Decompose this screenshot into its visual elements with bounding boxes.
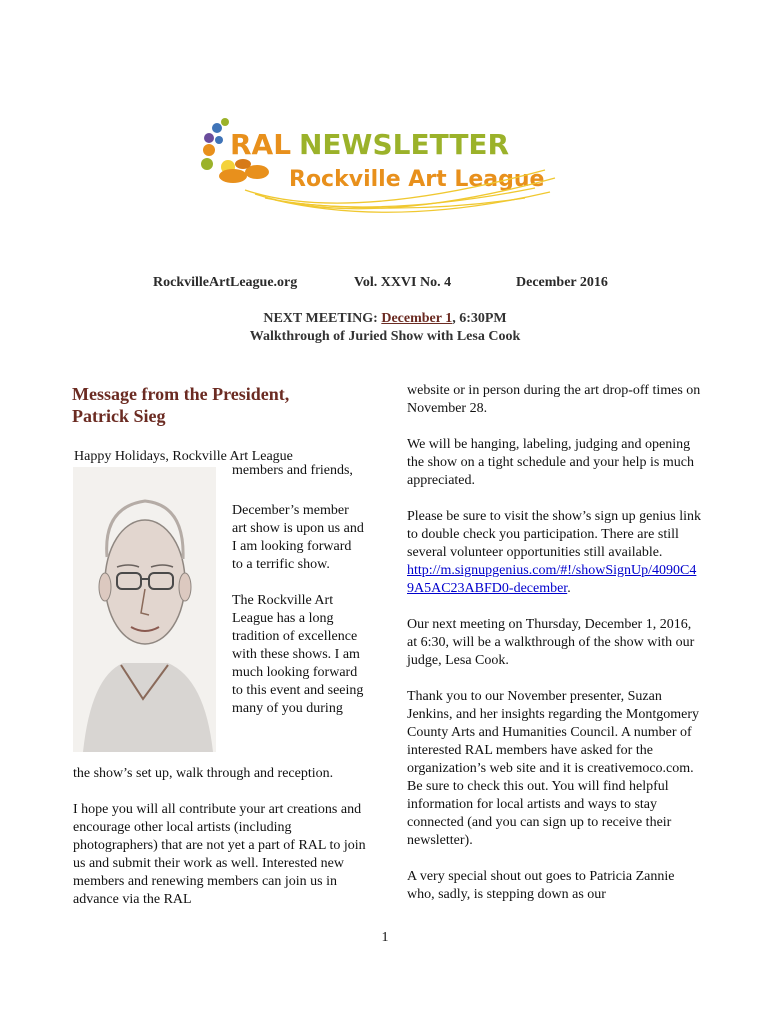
issue-date-label: December 2016 bbox=[516, 275, 608, 290]
signup-text: Please be sure to visit the show’s sign up genius link to double check you participation. There are still several volunteer opportunities still available. bbox=[407, 509, 701, 560]
ral-newsletter-logo bbox=[195, 112, 565, 232]
president-heading-line1: Message from the President, bbox=[72, 384, 290, 404]
right-paragraph-5: Thank you to our November presenter, Suzan Jenkins, and her insights regarding the Montgomery County Arts and Humanities Council. A number of interested RAL members have asked for the organization’s web site and it is creativemoco.com. Be sure to check this out. You will find helpful information for local artists and ways to stay connected (and you can sign up to receive their newsletter). bbox=[407, 689, 700, 848]
next-meeting-line bbox=[0, 311, 770, 327]
president-heading bbox=[72, 383, 372, 427]
signup-link-period: . bbox=[567, 581, 571, 596]
right-paragraph-1: website or in person during the art drop-off times on November 28. bbox=[407, 383, 701, 416]
president-heading-line2: Patrick Sieg bbox=[72, 406, 166, 426]
greeting-continued: members and friends, bbox=[232, 463, 353, 478]
right-paragraph-4: Our next meeting on Thursday, December 1, 2016, at 6:30, will be a walkthrough of the show with our judge, Lesa Cook. bbox=[407, 617, 695, 668]
right-paragraph-2: We will be hanging, labeling, judging and opening the show on a tight schedule and your help is much appreciated. bbox=[407, 437, 694, 488]
greeting: Happy Holidays, Rockville Art League bbox=[74, 449, 293, 464]
right-paragraph-3 bbox=[407, 508, 702, 562]
president-paragraph-1: December’s member art show is upon us and I am looking forward to a terrific show. bbox=[232, 503, 364, 572]
president-paragraph-2: The Rockville Art League has a long tradition of excellence with these shows. I am much looking forward to this event and seeing many of you during bbox=[232, 593, 364, 716]
signup-link-paragraph bbox=[407, 562, 702, 598]
logo-subtitle-text: Rockville Art League bbox=[289, 167, 545, 192]
president-message-continued bbox=[73, 765, 368, 927]
president-portrait-sketch bbox=[73, 467, 216, 752]
page-number: 1 bbox=[381, 930, 389, 945]
logo-ral-text: RAL bbox=[230, 128, 292, 161]
next-meeting-date[interactable]: December 1 bbox=[381, 311, 453, 326]
next-meeting-topic: Walkthrough of Juried Show with Lesa Cook bbox=[249, 329, 521, 344]
president-paragraph-3: I hope you will all contribute your art creations and encourage other local artists (including photographers) that are not yet a part of RAL to join us and submit their work as well. Interested new members and renewing members can join us in advance via the RAL bbox=[73, 802, 366, 907]
next-meeting-prefix: NEXT MEETING: bbox=[263, 311, 382, 326]
signup-genius-link[interactable]: http://m.signupgenius.com/#!/showSignUp/4090C49A5AC23ABFD0-december bbox=[407, 563, 697, 596]
next-meeting-time: , 6:30PM bbox=[452, 311, 507, 326]
right-paragraph-6: A very special shout out goes to Patricia Zannie who, sadly, is stepping down as our bbox=[407, 869, 675, 902]
logo-newsletter-text: NEWSLETTER bbox=[299, 128, 510, 161]
website-label: RockvilleArtLeague.org bbox=[153, 275, 298, 290]
president-paragraph-2-tail: the show’s set up, walk through and reception. bbox=[73, 766, 334, 781]
president-intro-column bbox=[232, 462, 365, 736]
volume-label: Vol. XXVI No. 4 bbox=[354, 275, 452, 290]
right-column bbox=[407, 382, 702, 922]
